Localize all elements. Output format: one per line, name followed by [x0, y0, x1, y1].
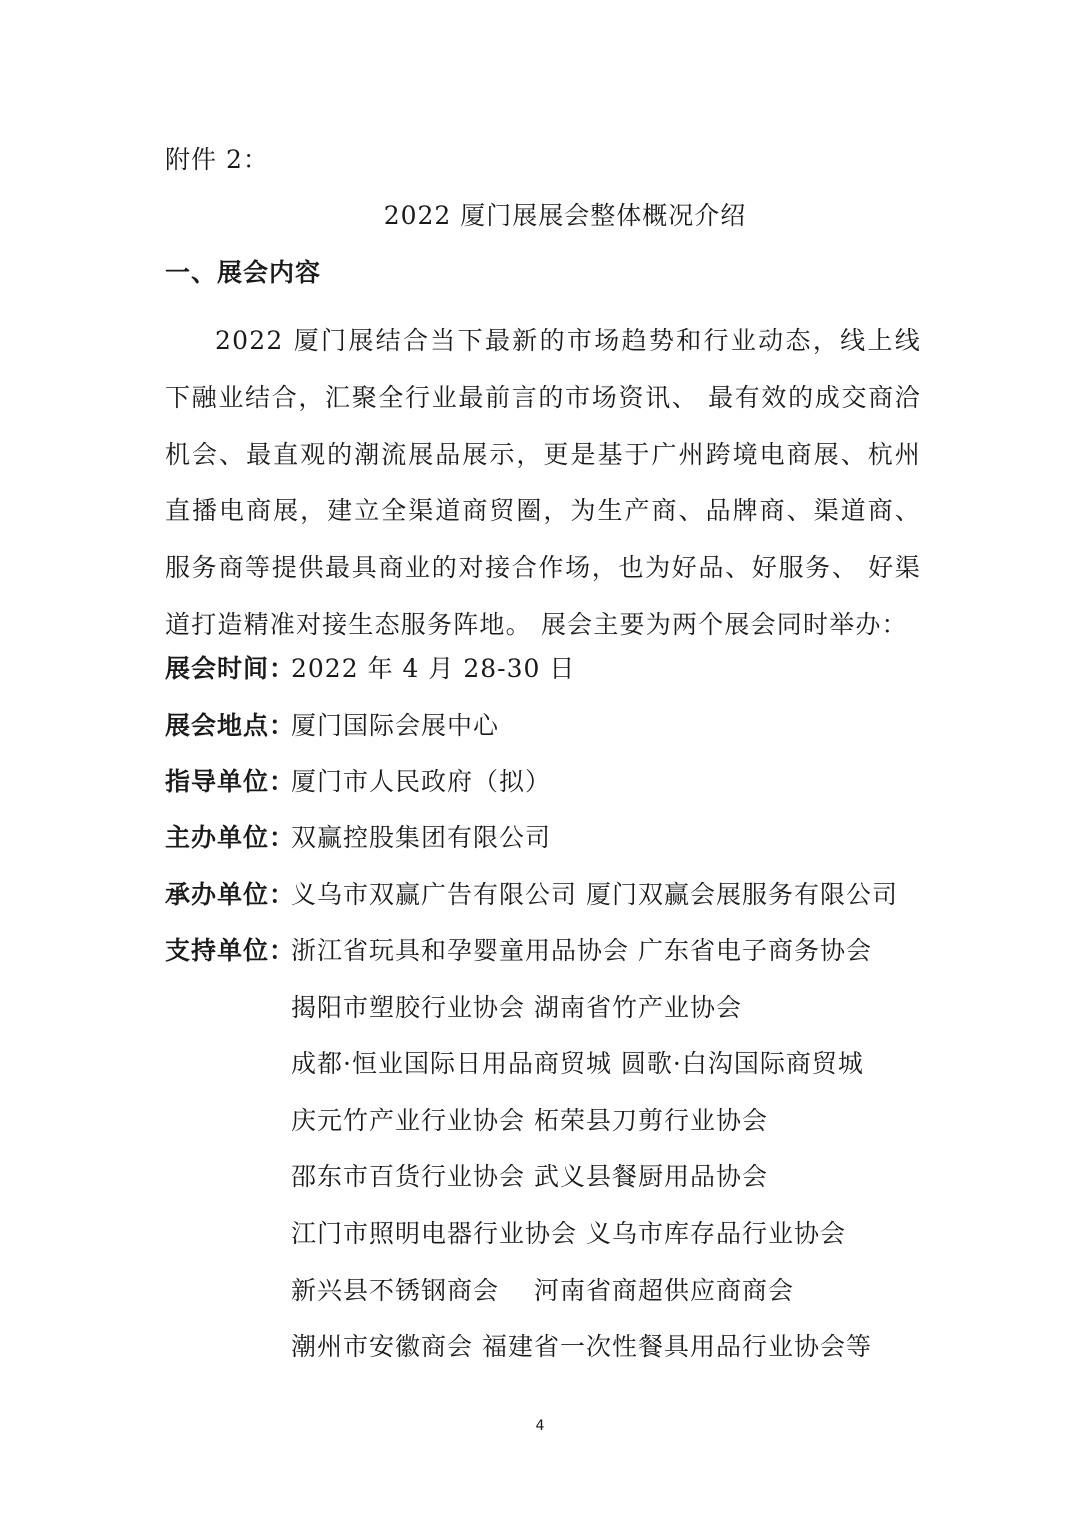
- support-line: 揭阳市塑胶行业协会 湖南省竹产业协会: [291, 993, 742, 1022]
- field-label: 承办单位：: [165, 880, 296, 909]
- field-label: 主办单位：: [165, 823, 296, 852]
- field-host-unit: [165, 822, 551, 854]
- page-number: 4: [535, 1418, 545, 1434]
- section-heading: 一、展会内容: [165, 258, 322, 287]
- field-value: 义乌市双赢广告有限公司 厦门双赢会展服务有限公司: [291, 880, 898, 909]
- support-line: 浙江省玩具和孕婴童用品协会 广东省电子商务协会: [291, 936, 872, 965]
- field-value: 2022 年 4 月 28-30 日: [291, 654, 576, 683]
- field-guidance-unit: [165, 766, 551, 798]
- field-value: 厦门市人民政府（拟）: [291, 767, 552, 796]
- attachment-label: 附件 2：: [165, 145, 269, 174]
- support-line: 成都·恒业国际日用品商贸城 圆歌·白沟国际商贸城: [291, 1049, 864, 1078]
- support-line: 新兴县不锈钢商会 河南省商超供应商商会: [291, 1276, 794, 1305]
- field-label: 展会地点：: [165, 711, 296, 740]
- support-line: 庆元竹产业行业协会 柘荣县刀剪行业协会: [291, 1106, 768, 1135]
- field-exhibition-time: [165, 653, 575, 685]
- document-title: 2022 厦门展展会整体概况介绍: [383, 201, 747, 230]
- field-label: 支持单位：: [165, 936, 296, 965]
- field-label: 指导单位：: [165, 767, 296, 796]
- field-exhibition-venue: [165, 710, 499, 742]
- support-line: 邵东市百货行业协会 武义县餐厨用品协会: [291, 1162, 768, 1191]
- field-organizer-unit: [165, 879, 898, 911]
- support-line: 江门市照明电器行业协会 义乌市库存品行业协会: [291, 1219, 846, 1248]
- field-value: 双赢控股集团有限公司: [291, 823, 552, 852]
- field-label: 展会时间：: [165, 654, 296, 683]
- intro-paragraph: 2022 厦门展结合当下最新的市场趋势和行业动态，线上线下融业结合，汇聚全行业最前言的市场资讯、 最有效的成交商洽机会、最直观的潮流展品展示，更是基于广州跨境电商展、杭州直播电商展，建立全渠道商贸圈，为生产商、品牌商、渠道商、服务商等提供最具商业的对接合作场，也为好品、好服务、 好渠道打造精准对接生态服务阵地。 展会主要为两个展会同时举办：: [165, 326, 921, 639]
- field-value: 厦门国际会展中心: [291, 711, 500, 740]
- field-support-unit: [165, 935, 872, 967]
- support-line: 潮州市安徽商会 福建省一次性餐具用品行业协会等: [291, 1332, 872, 1361]
